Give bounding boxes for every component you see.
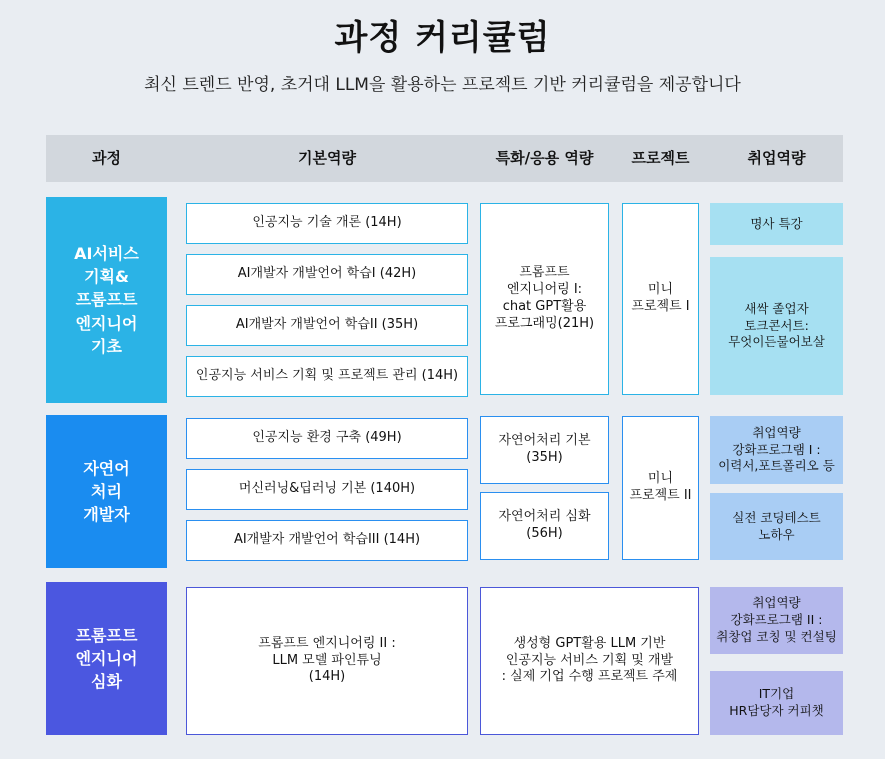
career-module: 새싹 졸업자 토크콘서트: 무엇이든물어보살	[710, 257, 843, 395]
basic-module: 인공지능 환경 구축 (49H)	[186, 418, 468, 459]
special-module: 프롬프트 엔지니어링 I: chat GPT활용 프로그래밍(21H)	[480, 203, 609, 395]
basic-module: AI개발자 개발언어 학습II (35H)	[186, 305, 468, 346]
course-ai-service-basic: AI서비스 기획& 프롬프트 엔지니어 기초	[46, 197, 167, 403]
basic-module: 인공지능 서비스 기획 및 프로젝트 관리 (14H)	[186, 356, 468, 397]
course-nlp-developer: 자연어 처리 개발자	[46, 415, 167, 568]
header-special: 특화/응용 역량	[495, 149, 594, 167]
career-module: IT기업 HR담당자 커피챗	[710, 671, 843, 735]
special-module: 자연어처리 심화 (56H)	[480, 492, 609, 560]
basic-module: AI개발자 개발언어 학습III (14H)	[186, 520, 468, 561]
header-course: 과정	[92, 149, 121, 167]
special-module: 자연어처리 기본 (35H)	[480, 416, 609, 484]
project-module: 미니 프로젝트 I	[622, 203, 699, 395]
career-module: 취업역량 강화프로그램 I : 이력서,포트폴리오 등	[710, 416, 843, 484]
special-project-module: 생성형 GPT활용 LLM 기반 인공지능 서비스 기획 및 개발 : 실제 기업 수행 프로젝트 주제	[480, 587, 699, 735]
header-basic: 기본역량	[298, 149, 356, 167]
project-module: 미니 프로젝트 II	[622, 416, 699, 560]
course-prompt-engineer-advanced: 프롬프트 엔지니어 심화	[46, 582, 167, 735]
basic-module: 프롬프트 엔지니어링 II : LLM 모델 파인튜닝 (14H)	[186, 587, 468, 735]
career-module: 명사 특강	[710, 203, 843, 245]
career-module: 실전 코딩테스트 노하우	[710, 493, 843, 560]
career-module: 취업역량 강화프로그램 II : 취창업 코칭 및 컨설팅	[710, 587, 843, 654]
basic-module: 인공지능 기술 개론 (14H)	[186, 203, 468, 244]
page-title: 과정 커리큘럼	[334, 18, 551, 58]
basic-module: AI개발자 개발언어 학습I (42H)	[186, 254, 468, 295]
page-subtitle: 최신 트렌드 반영, 초거대 LLM을 활용하는 프로젝트 기반 커리큘럼을 제공합니다	[144, 75, 741, 95]
header-career: 취업역량	[747, 149, 806, 167]
basic-module: 머신러닝&딥러닝 기본 (140H)	[186, 469, 468, 510]
header-project: 프로젝트	[631, 149, 690, 167]
